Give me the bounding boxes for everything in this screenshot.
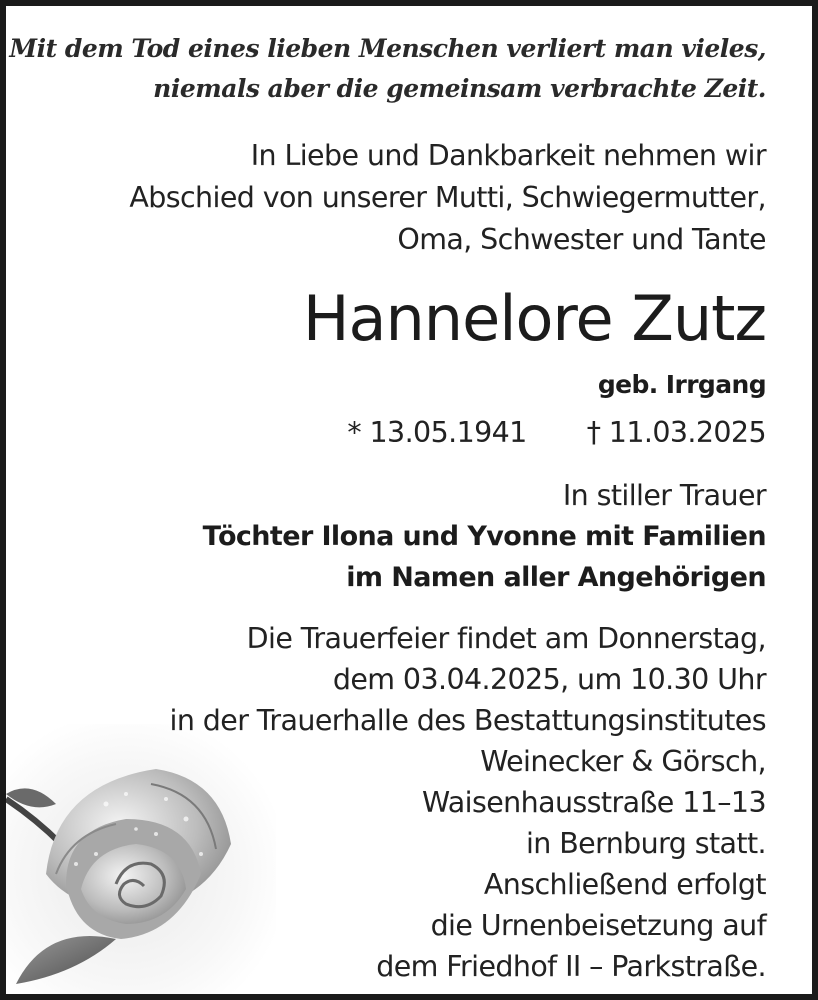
deceased-name: Hannelore Zutz xyxy=(302,282,766,355)
ceremony-line-2: dem 03.04.2025, um 10.30 Uhr xyxy=(332,663,766,696)
ceremony-line-5: Waisenhausstraße 11–13 xyxy=(422,786,766,819)
quote-line-2: niemals aber die gemeinsam verbrachte Zeit. xyxy=(153,74,766,103)
maiden-name: geb. Irrgang xyxy=(597,370,766,399)
rose-icon xyxy=(6,724,276,994)
ceremony-line-1: Die Trauerfeier findet am Donnerstag, xyxy=(246,622,766,655)
ceremony-line-3: in der Trauerhalle des Bestattungsinstitutes xyxy=(169,704,766,737)
ceremony-line-9: dem Friedhof II – Parkstraße. xyxy=(376,950,766,983)
birth-date: * 13.05.1941 xyxy=(347,416,527,449)
intro-line-2: Abschied von unserer Mutti, Schwiegermutter, xyxy=(129,181,766,214)
ceremony-line-4: Weinecker & Görsch, xyxy=(480,745,766,778)
ceremony-line-8: die Urnenbeisetzung auf xyxy=(430,909,766,942)
intro-line-1: In Liebe und Dankbarkeit nehmen wir xyxy=(250,139,766,172)
ceremony-line-6: in Bernburg statt. xyxy=(525,827,766,860)
mourners-line-2: im Namen aller Angehörigen xyxy=(346,562,766,593)
ceremony-line-7: Anschließend erfolgt xyxy=(483,868,766,901)
death-date: † 11.03.2025 xyxy=(586,416,766,449)
quote-line-1: Mit dem Tod eines lieben Menschen verliert man vieles, xyxy=(9,34,766,63)
mourners-line-1: Töchter Ilona und Yvonne mit Familien xyxy=(202,521,766,552)
mourning-intro: In stiller Trauer xyxy=(562,479,766,512)
intro-line-3: Oma, Schwester und Tante xyxy=(397,223,766,256)
life-dates xyxy=(347,416,766,449)
